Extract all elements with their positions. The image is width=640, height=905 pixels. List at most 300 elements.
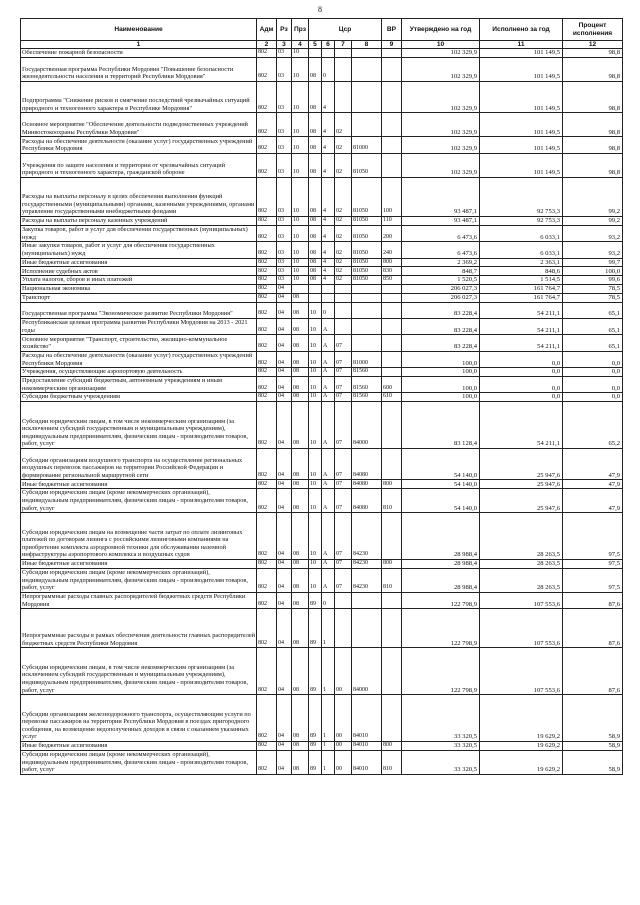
row-csr-program: 10 [309, 568, 322, 592]
row-executed: 161 764,7 [480, 284, 563, 293]
row-adm: 802 [257, 513, 277, 560]
row-csr-event [335, 318, 352, 334]
row-vr [382, 609, 402, 648]
row-percent: 47,9 [563, 448, 623, 480]
row-csr-event: 07 [335, 368, 352, 377]
row-csr-program: 08 [309, 57, 322, 81]
row-name: Предоставление субсидий бюджетным, автономным учреждениям и иным некоммерческим организациям [21, 376, 257, 392]
row-csr-program: 08 [309, 113, 322, 137]
row-rz: 03 [277, 137, 292, 153]
row-adm: 802 [257, 302, 277, 318]
row-csr-program: 10 [309, 318, 322, 334]
row-vr [382, 284, 402, 293]
row-csr-direction: 81050 [352, 276, 382, 285]
row-csr-event: 00 [335, 695, 352, 742]
row-csr-subprogram: 4 [322, 177, 335, 216]
row-vr: 240 [382, 242, 402, 258]
row-executed: 0,0 [480, 376, 563, 392]
row-vr: 600 [382, 376, 402, 392]
row-percent: 87,6 [563, 592, 623, 608]
row-percent: 47,9 [563, 480, 623, 489]
page-number: 8 [318, 5, 322, 14]
row-vr [382, 49, 402, 58]
row-adm: 802 [257, 750, 277, 774]
row-approved: 93 487,1 [402, 177, 480, 216]
table-row [21, 318, 623, 334]
row-csr-direction: 84230 [352, 560, 382, 569]
row-executed: 101 149,5 [480, 113, 563, 137]
row-csr-program: 89 [309, 742, 322, 751]
table-row [21, 216, 623, 225]
row-vr [382, 695, 402, 742]
row-csr-program: 10 [309, 513, 322, 560]
row-csr-program: 08 [309, 216, 322, 225]
row-executed: 0,0 [480, 393, 563, 402]
row-adm: 802 [257, 293, 277, 302]
row-executed: 107 553,6 [480, 648, 563, 695]
row-csr-direction: 84080 [352, 489, 382, 513]
header-adm: Адм [257, 19, 277, 41]
table-row [21, 242, 623, 258]
row-csr-direction: 84080 [352, 448, 382, 480]
row-csr-program: 10 [309, 302, 322, 318]
row-percent: 87,6 [563, 648, 623, 695]
row-csr-event [335, 302, 352, 318]
row-csr-subprogram [322, 49, 335, 58]
row-prz: 08 [292, 560, 309, 569]
row-rz: 04 [277, 351, 292, 367]
row-rz: 04 [277, 293, 292, 302]
row-executed: 101 149,5 [480, 137, 563, 153]
row-name: Иные бюджетные ассигнования [21, 742, 257, 751]
row-rz: 03 [277, 267, 292, 276]
row-adm: 802 [257, 648, 277, 695]
table-row [21, 376, 623, 392]
row-executed: 1 514,5 [480, 276, 563, 285]
row-prz: 08 [292, 648, 309, 695]
row-approved: 83 228,4 [402, 318, 480, 334]
row-prz: 10 [292, 137, 309, 153]
row-approved: 33 320,5 [402, 742, 480, 751]
row-vr: 200 [382, 225, 402, 241]
row-vr: 800 [382, 742, 402, 751]
row-percent: 99,2 [563, 177, 623, 216]
row-csr-subprogram: 4 [322, 225, 335, 241]
row-percent: 93,2 [563, 242, 623, 258]
row-percent: 65,1 [563, 318, 623, 334]
row-executed: 101 149,5 [480, 57, 563, 81]
row-name: Исполнение судебных актов [21, 267, 257, 276]
row-csr-program: 89 [309, 609, 322, 648]
table-row [21, 81, 623, 113]
row-executed: 0,0 [480, 351, 563, 367]
row-name: Республиканская целевая программа развития Республики Мордовия на 2013 - 2021 годы [21, 318, 257, 334]
row-csr-event [335, 81, 352, 113]
row-csr-program: 08 [309, 242, 322, 258]
row-adm: 802 [257, 393, 277, 402]
column-number: 4 [292, 41, 309, 49]
row-percent: 99,2 [563, 216, 623, 225]
row-name: Государственная программа "Экономическое развитие Республики Мордовия" [21, 302, 257, 318]
row-csr-program: 08 [309, 81, 322, 113]
row-name: Непрограммные расходы в рамках обеспечения деятельности главных распорядителей бюджетных средств Республики Мордовия [21, 609, 257, 648]
row-adm: 802 [257, 49, 277, 58]
row-executed: 25 947,6 [480, 489, 563, 513]
row-csr-direction: 81560 [352, 393, 382, 402]
row-adm: 802 [257, 480, 277, 489]
row-csr-subprogram: 1 [322, 648, 335, 695]
row-csr-event: 02 [335, 137, 352, 153]
row-executed: 2 363,1 [480, 258, 563, 267]
row-percent: 98,8 [563, 113, 623, 137]
row-prz: 08 [292, 376, 309, 392]
column-number: 3 [277, 41, 292, 49]
row-prz: 08 [292, 568, 309, 592]
table-row [21, 137, 623, 153]
row-adm: 802 [257, 742, 277, 751]
row-prz: 08 [292, 368, 309, 377]
row-vr [382, 113, 402, 137]
row-csr-event: 02 [335, 258, 352, 267]
row-name: Уплата налогов, сборов и иных платежей [21, 276, 257, 285]
row-rz: 04 [277, 742, 292, 751]
row-executed: 28 263,5 [480, 513, 563, 560]
header-vr: ВР [382, 19, 402, 41]
row-csr-direction: 81000 [352, 351, 382, 367]
row-adm: 802 [257, 368, 277, 377]
row-csr-event [335, 293, 352, 302]
row-prz: 08 [292, 351, 309, 367]
row-vr [382, 448, 402, 480]
table-row [21, 742, 623, 751]
row-adm: 802 [257, 351, 277, 367]
row-adm: 802 [257, 153, 277, 177]
row-name: Расходы на обеспечение деятельности (оказание услуг) государственных учреждений Республики Мордовия [21, 351, 257, 367]
row-approved: 93 487,1 [402, 216, 480, 225]
row-executed: 0,0 [480, 368, 563, 377]
row-vr: 830 [382, 267, 402, 276]
row-adm: 802 [257, 177, 277, 216]
row-approved: 54 140,0 [402, 489, 480, 513]
row-prz: 08 [292, 335, 309, 351]
row-vr [382, 302, 402, 318]
row-csr-subprogram: А [322, 393, 335, 402]
row-executed: 101 149,5 [480, 153, 563, 177]
row-csr-direction: 84010 [352, 695, 382, 742]
row-csr-subprogram: А [322, 351, 335, 367]
row-approved: 848,7 [402, 267, 480, 276]
row-csr-program: 10 [309, 376, 322, 392]
row-csr-program: 10 [309, 489, 322, 513]
row-vr [382, 513, 402, 560]
row-prz: 10 [292, 113, 309, 137]
row-rz: 04 [277, 568, 292, 592]
row-percent: 65,1 [563, 335, 623, 351]
row-vr [382, 81, 402, 113]
row-prz: 08 [292, 489, 309, 513]
row-csr-subprogram: 4 [322, 242, 335, 258]
column-number: 12 [563, 41, 623, 49]
row-percent: 100,0 [563, 267, 623, 276]
row-csr-direction [352, 284, 382, 293]
row-csr-subprogram: 4 [322, 81, 335, 113]
row-csr-direction: 84000 [352, 402, 382, 449]
row-rz: 04 [277, 448, 292, 480]
row-csr-direction: 84230 [352, 568, 382, 592]
row-name: Учреждения по защите населения и территории от чрезвычайных ситуаций природного и техногенного характера, гражданской обороне [21, 153, 257, 177]
row-prz: 08 [292, 513, 309, 560]
row-csr-direction: 81050 [352, 242, 382, 258]
row-csr-event: 00 [335, 742, 352, 751]
row-csr-subprogram: А [322, 513, 335, 560]
row-percent: 0,0 [563, 376, 623, 392]
row-prz: 08 [292, 592, 309, 608]
row-name: Субсидии юридическим лицам (кроме некоммерческих организаций), индивидуальным предпринимателям, физическим лицам - производителям товаров, работ, услуг [21, 489, 257, 513]
row-csr-direction: 81050 [352, 225, 382, 241]
row-name: Национальная экономика [21, 284, 257, 293]
row-csr-direction [352, 335, 382, 351]
row-vr: 850 [382, 276, 402, 285]
row-prz: 10 [292, 153, 309, 177]
row-rz: 03 [277, 258, 292, 267]
row-approved: 206 027,3 [402, 284, 480, 293]
row-csr-program [309, 293, 322, 302]
table-row [21, 393, 623, 402]
row-name: Иные бюджетные ассигнования [21, 480, 257, 489]
row-approved: 102 329,9 [402, 49, 480, 58]
row-rz: 04 [277, 489, 292, 513]
row-vr [382, 351, 402, 367]
row-approved: 54 140,0 [402, 480, 480, 489]
row-csr-program: 08 [309, 153, 322, 177]
row-executed: 54 211,1 [480, 302, 563, 318]
row-approved: 1 520,5 [402, 276, 480, 285]
column-number: 8 [352, 41, 382, 49]
row-approved: 102 329,9 [402, 137, 480, 153]
row-csr-event [335, 57, 352, 81]
row-adm: 802 [257, 258, 277, 267]
row-csr-event: 07 [335, 351, 352, 367]
row-rz: 04 [277, 376, 292, 392]
row-csr-direction: 81050 [352, 267, 382, 276]
row-name: Субсидии юридическим лицам, в том числе некоммерческим организациям (за исключением субсидий государственным и муниципальным учреждениям), индивидуальным предпринимателям, физическим лицам - производителям товаров, работ, услуг [21, 402, 257, 449]
row-rz: 03 [277, 216, 292, 225]
row-csr-subprogram: 4 [322, 276, 335, 285]
row-adm: 802 [257, 560, 277, 569]
header-row [21, 19, 623, 41]
row-percent: 98,8 [563, 57, 623, 81]
row-percent: 58,9 [563, 695, 623, 742]
row-csr-direction [352, 293, 382, 302]
row-executed: 28 263,5 [480, 560, 563, 569]
row-percent: 97,5 [563, 568, 623, 592]
row-prz: 08 [292, 393, 309, 402]
row-prz: 10 [292, 177, 309, 216]
table-row [21, 49, 623, 58]
row-vr [382, 368, 402, 377]
row-executed: 107 553,6 [480, 609, 563, 648]
row-csr-event: 07 [335, 393, 352, 402]
row-csr-direction: 81560 [352, 368, 382, 377]
row-prz: 08 [292, 302, 309, 318]
row-name: Расходы на обеспечение деятельности (оказание услуг) государственных учреждений Республики Мордовия [21, 137, 257, 153]
row-rz: 03 [277, 177, 292, 216]
row-csr-event: 02 [335, 276, 352, 285]
table-row [21, 513, 623, 560]
row-csr-event: 07 [335, 402, 352, 449]
table-row [21, 258, 623, 267]
row-executed: 54 211,1 [480, 318, 563, 334]
row-percent: 99,7 [563, 258, 623, 267]
row-name: Субсидии организациям железнодорожного транспорта, осуществляющим услуги по перевозке пассажиров на территории Республики Мордовия в поездах пригородного сообщения, на возмещение недополученных доходов в связи с оказанием указанных услуг [21, 695, 257, 742]
row-csr-subprogram [322, 293, 335, 302]
column-number: 10 [402, 41, 480, 49]
row-approved: 100,0 [402, 368, 480, 377]
row-prz [292, 284, 309, 293]
row-csr-event: 02 [335, 267, 352, 276]
row-rz: 04 [277, 302, 292, 318]
row-csr-subprogram: 4 [322, 137, 335, 153]
row-percent: 87,6 [563, 609, 623, 648]
row-adm: 802 [257, 609, 277, 648]
row-csr-subprogram: 4 [322, 267, 335, 276]
row-csr-direction: 84080 [352, 480, 382, 489]
row-vr [382, 137, 402, 153]
row-csr-subprogram: А [322, 568, 335, 592]
row-csr-direction: 81000 [352, 137, 382, 153]
row-executed: 848,6 [480, 267, 563, 276]
row-csr-direction [352, 49, 382, 58]
row-approved: 83 128,4 [402, 402, 480, 449]
row-name: Иные бюджетные ассигнования [21, 560, 257, 569]
row-csr-event: 07 [335, 335, 352, 351]
row-csr-direction: 84000 [352, 648, 382, 695]
row-percent: 0,0 [563, 393, 623, 402]
row-vr [382, 592, 402, 608]
row-rz: 04 [277, 368, 292, 377]
row-approved: 6 473,6 [402, 225, 480, 241]
header-rz: Рз [277, 19, 292, 41]
row-vr: 810 [382, 489, 402, 513]
row-rz: 04 [277, 648, 292, 695]
row-approved: 28 988,4 [402, 513, 480, 560]
table-row [21, 489, 623, 513]
row-executed: 19 629,2 [480, 750, 563, 774]
row-csr-event: 02 [335, 242, 352, 258]
row-vr: 610 [382, 393, 402, 402]
row-percent: 97,5 [563, 513, 623, 560]
header-prz: Прз [292, 19, 309, 41]
row-vr [382, 57, 402, 81]
row-name: Субсидии юридическим лицам на возмещение части затрат по оплате лизинговых платежей по договорам лизинга с российскими лизинговыми компаниями на приобретение комплекта аэродромной техники для обслуживания наземной инфраструктуры аэропортового комплекса и воздушных судов [21, 513, 257, 560]
row-csr-subprogram: А [322, 368, 335, 377]
table-row [21, 225, 623, 241]
row-executed: 28 263,5 [480, 568, 563, 592]
row-prz: 08 [292, 695, 309, 742]
row-csr-direction: 81560 [352, 376, 382, 392]
row-rz: 04 [277, 480, 292, 489]
table-row [21, 448, 623, 480]
table-row [21, 695, 623, 742]
row-executed: 54 211,1 [480, 402, 563, 449]
row-executed: 161 764,7 [480, 293, 563, 302]
row-executed: 6 033,1 [480, 242, 563, 258]
row-executed: 101 149,5 [480, 49, 563, 58]
row-percent: 97,5 [563, 560, 623, 569]
row-adm: 802 [257, 242, 277, 258]
row-prz: 10 [292, 216, 309, 225]
row-adm: 802 [257, 402, 277, 449]
row-csr-subprogram: 0 [322, 57, 335, 81]
row-name: Субсидии юридическим лицам, в том числе некоммерческим организациям (за исключением субсидий государственным и муниципальным учреждениям), индивидуальным предпринимателям, физическим лицам - производителям товаров, работ, услуг [21, 648, 257, 695]
row-vr: 800 [382, 258, 402, 267]
row-csr-program: 10 [309, 368, 322, 377]
row-vr: 810 [382, 568, 402, 592]
row-name: Субсидии организациям воздушного транспорта на осуществление региональных воздушных перевозок пассажиров на территории Российской Федерации и формирование региональной маршрутной сети [21, 448, 257, 480]
row-csr-program: 89 [309, 592, 322, 608]
table-row [21, 293, 623, 302]
row-csr-subprogram: А [322, 489, 335, 513]
column-number: 9 [382, 41, 402, 49]
row-name: Учреждения, осуществляющие аэропортовую деятельность [21, 368, 257, 377]
row-csr-event [335, 49, 352, 58]
row-executed: 54 211,1 [480, 335, 563, 351]
row-prz: 08 [292, 480, 309, 489]
row-csr-direction [352, 113, 382, 137]
row-prz: 10 [292, 225, 309, 241]
row-csr-program: 10 [309, 335, 322, 351]
header-executed: Исполнено за год [480, 19, 563, 41]
row-rz: 03 [277, 81, 292, 113]
row-prz: 08 [292, 318, 309, 334]
row-adm: 802 [257, 267, 277, 276]
row-csr-subprogram: 1 [322, 750, 335, 774]
row-name: Иные закупки товаров, работ и услуг для обеспечения государственных (муниципальных) нужд [21, 242, 257, 258]
header-name: Наименование [21, 19, 257, 41]
row-approved: 102 329,9 [402, 57, 480, 81]
row-prz: 10 [292, 276, 309, 285]
row-csr-event: 07 [335, 448, 352, 480]
row-rz: 03 [277, 153, 292, 177]
row-rz: 04 [277, 695, 292, 742]
row-vr: 100 [382, 177, 402, 216]
row-vr: 110 [382, 216, 402, 225]
row-approved: 28 988,4 [402, 560, 480, 569]
row-rz: 04 [277, 592, 292, 608]
column-number: 2 [257, 41, 277, 49]
row-adm: 802 [257, 225, 277, 241]
row-vr: 810 [382, 750, 402, 774]
row-percent: 99,6 [563, 276, 623, 285]
row-name: Расходы на выплаты персоналу в целях обеспечения выполнения функций государственными (муниципальными) органами, казенными учреждениями, органами управления государственными внебюджетными фондами [21, 177, 257, 216]
row-executed: 101 149,5 [480, 81, 563, 113]
row-name: Непрограммные расходы главных распорядителей бюджетных средств Республики Мордовия [21, 592, 257, 608]
row-csr-subprogram: 4 [322, 153, 335, 177]
row-approved: 33 320,5 [402, 695, 480, 742]
row-csr-program: 10 [309, 351, 322, 367]
row-name: Иные бюджетные ассигнования [21, 258, 257, 267]
row-csr-subprogram: 4 [322, 113, 335, 137]
row-executed: 19 629,2 [480, 742, 563, 751]
row-executed: 19 629,2 [480, 695, 563, 742]
row-percent: 58,9 [563, 742, 623, 751]
header-csr: Цср [309, 19, 382, 41]
row-prz: 10 [292, 267, 309, 276]
table-row [21, 592, 623, 608]
row-csr-event [335, 284, 352, 293]
row-rz: 04 [277, 750, 292, 774]
row-csr-subprogram: 1 [322, 695, 335, 742]
